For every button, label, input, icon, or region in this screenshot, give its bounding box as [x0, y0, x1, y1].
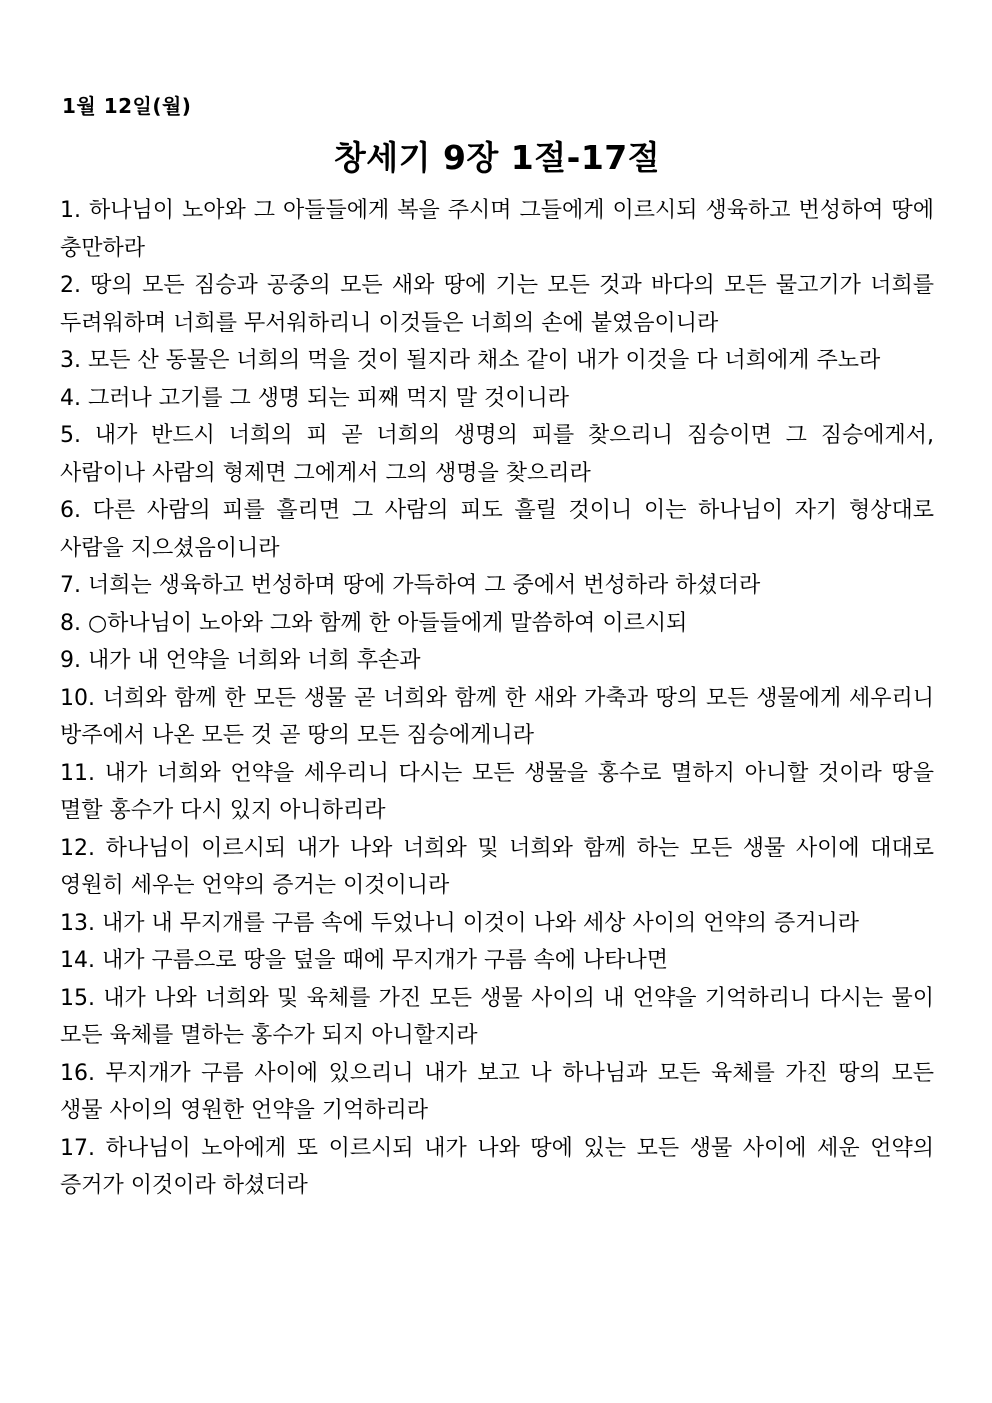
verse-10: 10. 너희와 함께 한 모든 생물 곧 너희와 함께 한 새와 가축과 땅의 모든 생물에게 세우리니 방주에서 나온 모든 것 곧 땅의 모든 짐승에게니라 — [60, 685, 934, 748]
verse-list — [60, 192, 934, 1205]
verse-13: 13. 내가 내 무지개를 구름 속에 두었나니 이것이 나와 세상 사이의 언약의 증거니라 — [60, 910, 859, 936]
verse-8: 8. ○하나님이 노아와 그와 함께 한 아들들에게 말씀하여 이르시되 — [60, 610, 688, 636]
verse-7: 7. 너희는 생육하고 번성하며 땅에 가득하여 그 중에서 번성하라 하셨더라 — [60, 573, 761, 598]
verse-9: 9. 내가 내 언약을 너희와 너희 후손과 — [60, 648, 421, 673]
verse-4: 4. 그러나 고기를 그 생명 되는 피째 먹지 말 것이니라 — [60, 385, 569, 411]
verse-14: 14. 내가 구름으로 땅을 덮을 때에 무지개가 구름 속에 나타나면 — [60, 948, 668, 973]
verse-16: 16. 무지개가 구름 사이에 있으리니 내가 보고 나 하나님과 모든 육체를 가진 땅의 모든 생물 사이의 영원한 언약을 기억하리라 — [60, 1060, 934, 1123]
verse-12: 12. 하나님이 이르시되 내가 나와 너희와 및 너희와 함께 하는 모든 생물 사이에 대대로 영원히 세우는 언약의 증거는 이것이니라 — [60, 835, 934, 898]
verse-6: 6. 다른 사람의 피를 흘리면 그 사람의 피도 흘릴 것이니 이는 하나님이 자기 형상대로 사람을 지으셨음이니라 — [60, 498, 934, 561]
verse-15: 15. 내가 나와 너희와 및 육체를 가진 모든 생물 사이의 내 언약을 기억하리니 다시는 물이 모든 육체를 멸하는 홍수가 되지 아니할지라 — [60, 985, 934, 1048]
reading-date: 1월 12일(월) — [62, 94, 192, 118]
verse-3: 3. 모든 산 동물은 너희의 먹을 것이 될지라 채소 같이 내가 이것을 다 너희에게 주노라 — [60, 348, 881, 373]
verse-1: 1. 하나님이 노아와 그 아들들에게 복을 주시며 그들에게 이르시되 생육하고 번성하여 땅에 충만하라 — [60, 198, 934, 261]
verse-5: 5. 내가 반드시 너희의 피 곧 너희의 생명의 피를 찾으리니 짐승이면 그 짐승에게서, 사람이나 사람의 형제면 그에게서 그의 생명을 찾으리라 — [60, 423, 934, 486]
passage-title: 창세기 9장 1절-17절 — [333, 138, 661, 177]
verse-17: 17. 하나님이 노아에게 또 이르시되 내가 나와 땅에 있는 모든 생물 사이에 세운 언약의 증거가 이것이라 하셨더라 — [60, 1135, 934, 1198]
verse-11: 11. 내가 너희와 언약을 세우리니 다시는 모든 생물을 홍수로 멸하지 아니할 것이라 땅을 멸할 홍수가 다시 있지 아니하리라 — [60, 760, 934, 823]
verse-2: 2. 땅의 모든 짐승과 공중의 모든 새와 땅에 기는 모든 것과 바다의 모든 물고기가 너희를 두려워하며 너희를 무서워하리니 이것들은 너희의 손에 붙였음이니라 — [60, 273, 934, 336]
